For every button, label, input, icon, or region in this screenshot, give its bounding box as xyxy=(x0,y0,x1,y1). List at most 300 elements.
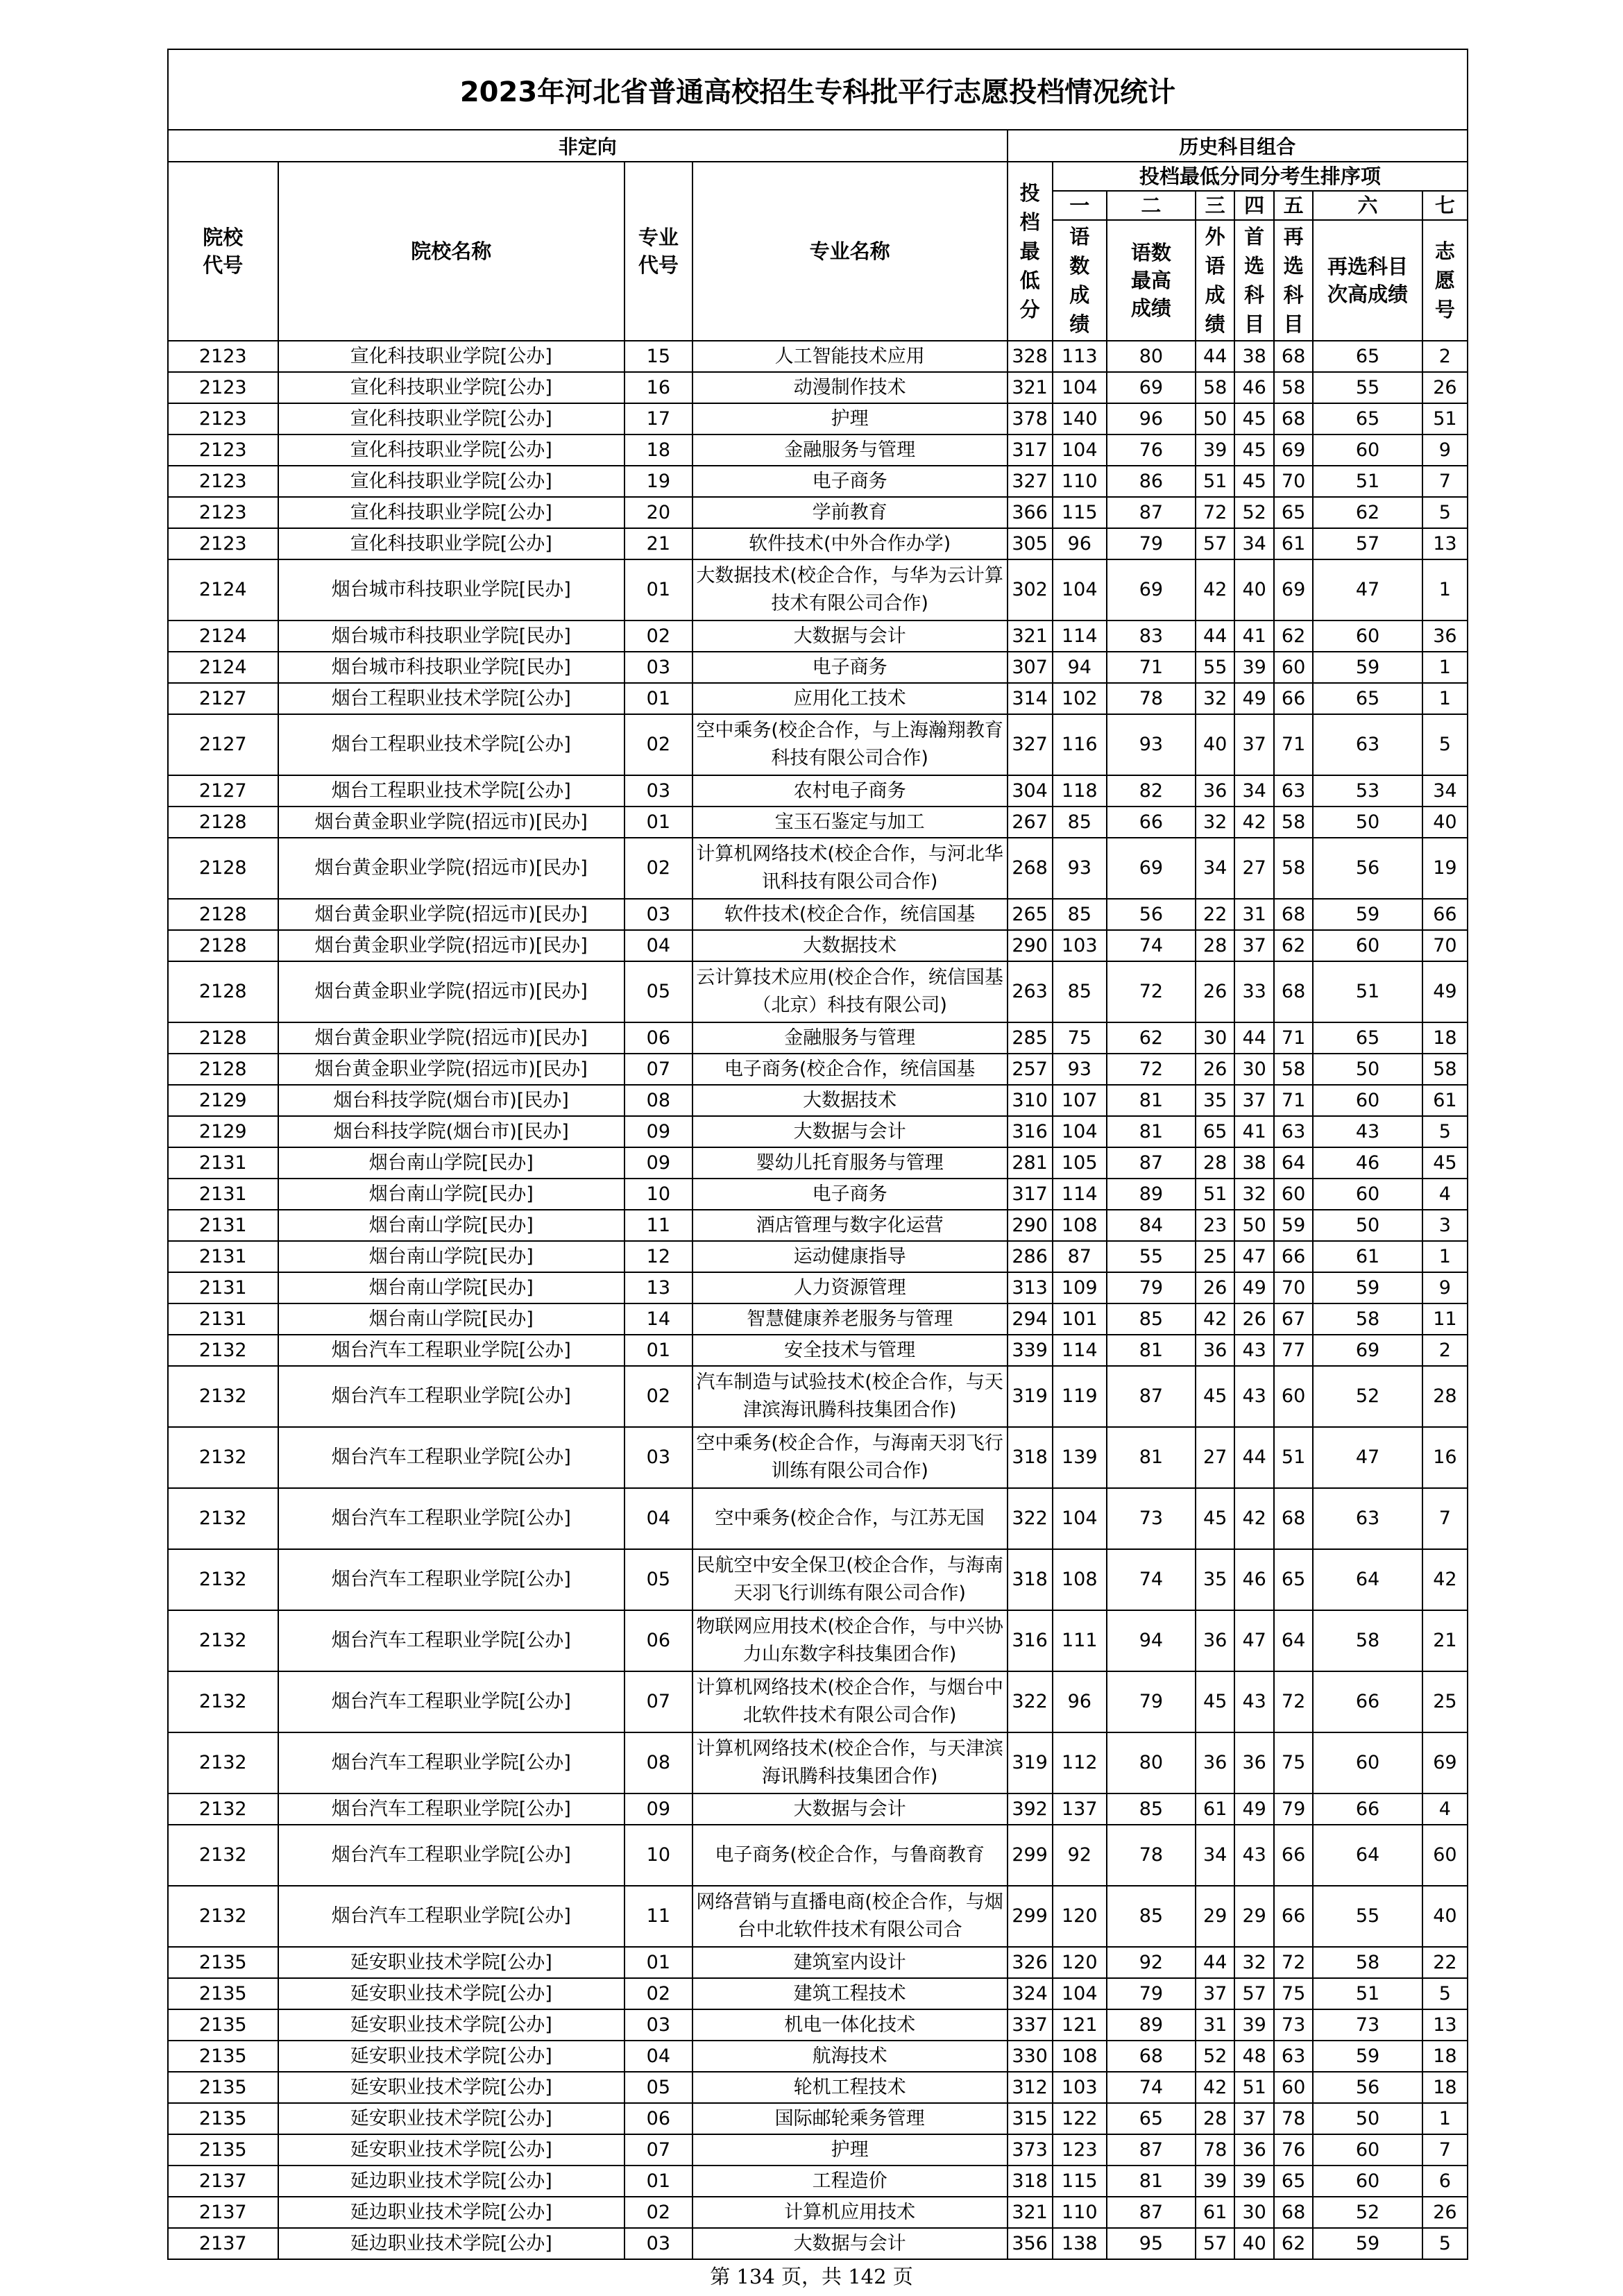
cell-score-yushu: 104 xyxy=(1053,1488,1107,1549)
cell-school-name: 宣化科技职业学院[公办] xyxy=(278,403,624,434)
cell-major-code: 09 xyxy=(624,1147,692,1179)
table-row xyxy=(168,1054,1468,1085)
group-non-directed: 非定向 xyxy=(168,130,1008,162)
cell-score-foreign: 36 xyxy=(1196,1732,1234,1793)
cell-min-score: 304 xyxy=(1008,775,1053,807)
cell-score-yushu-max: 78 xyxy=(1107,683,1196,714)
cell-score-second-subject: 63 xyxy=(1274,1116,1313,1147)
cell-score-yushu: 96 xyxy=(1053,528,1107,559)
cell-score-yushu: 122 xyxy=(1053,2103,1107,2134)
cell-school-name: 烟台黄金职业学院(招远市)[民办] xyxy=(278,961,624,1022)
cell-major-name: 酒店管理与数字化运营 xyxy=(692,1210,1008,1241)
table-body xyxy=(168,341,1468,2259)
cell-score-yushu-max: 96 xyxy=(1107,403,1196,434)
cell-school-code: 2132 xyxy=(168,1427,278,1488)
table-row xyxy=(168,2166,1468,2197)
cell-score-yushu: 75 xyxy=(1053,1022,1107,1054)
cell-score-second-subject: 58 xyxy=(1274,807,1313,838)
cell-score-yushu-max: 79 xyxy=(1107,528,1196,559)
cell-score-first-subject: 37 xyxy=(1234,930,1273,961)
cell-score-second-subject-2nd: 60 xyxy=(1313,434,1422,466)
cell-score-second-subject: 59 xyxy=(1274,1210,1313,1241)
cell-score-first-subject: 41 xyxy=(1234,621,1273,652)
cell-major-name: 大数据技术(校企合作，与华为云计算技术有限公司合作) xyxy=(692,559,1008,621)
cell-school-name: 烟台工程职业技术学院[公办] xyxy=(278,775,624,807)
cell-score-yushu: 110 xyxy=(1053,466,1107,497)
cell-preference-number: 7 xyxy=(1422,466,1468,497)
cell-score-yushu-max: 85 xyxy=(1107,1886,1196,1947)
cell-score-second-subject: 75 xyxy=(1274,1732,1313,1793)
cell-score-yushu-max: 69 xyxy=(1107,838,1196,899)
cell-score-first-subject: 43 xyxy=(1234,1671,1273,1732)
cell-score-second-subject-2nd: 69 xyxy=(1313,1335,1422,1366)
cell-school-code: 2132 xyxy=(168,1366,278,1427)
header-c5: 再选科目 xyxy=(1274,220,1313,341)
cell-score-yushu: 112 xyxy=(1053,1732,1107,1793)
cell-school-name: 延边职业技术学院[公办] xyxy=(278,2228,624,2259)
cell-score-second-subject-2nd: 50 xyxy=(1313,1054,1422,1085)
cell-score-second-subject-2nd: 59 xyxy=(1313,899,1422,930)
cell-school-name: 烟台南山学院[民办] xyxy=(278,1179,624,1210)
cell-score-second-subject-2nd: 52 xyxy=(1313,1366,1422,1427)
cell-score-first-subject: 37 xyxy=(1234,2103,1273,2134)
cell-score-second-subject-2nd: 47 xyxy=(1313,559,1422,621)
cell-score-second-subject: 68 xyxy=(1274,899,1313,930)
cell-major-name: 农村电子商务 xyxy=(692,775,1008,807)
cell-score-second-subject-2nd: 50 xyxy=(1313,807,1422,838)
cell-score-yushu-max: 95 xyxy=(1107,2228,1196,2259)
cell-school-name: 延边职业技术学院[公办] xyxy=(278,2197,624,2228)
header-school-name: 院校名称 xyxy=(278,162,624,341)
cell-score-second-subject: 66 xyxy=(1274,1241,1313,1272)
cell-min-score: 265 xyxy=(1008,899,1053,930)
cell-school-name: 宣化科技职业学院[公办] xyxy=(278,466,624,497)
cell-score-yushu-max: 69 xyxy=(1107,372,1196,403)
cell-min-score: 319 xyxy=(1008,1732,1053,1793)
cell-score-yushu: 138 xyxy=(1053,2228,1107,2259)
cell-major-name: 金融服务与管理 xyxy=(692,1022,1008,1054)
cell-score-yushu: 103 xyxy=(1053,930,1107,961)
header-c7: 志愿号 xyxy=(1422,220,1468,341)
cell-school-code: 2128 xyxy=(168,1022,278,1054)
cell-score-second-subject: 58 xyxy=(1274,1054,1313,1085)
table-row xyxy=(168,466,1468,497)
cell-score-second-subject-2nd: 59 xyxy=(1313,652,1422,683)
cell-min-score: 268 xyxy=(1008,838,1053,899)
cell-score-first-subject: 34 xyxy=(1234,775,1273,807)
cell-school-code: 2123 xyxy=(168,341,278,372)
cell-major-name: 护理 xyxy=(692,403,1008,434)
cell-preference-number: 34 xyxy=(1422,775,1468,807)
cell-major-code: 10 xyxy=(624,1825,692,1886)
cell-min-score: 305 xyxy=(1008,528,1053,559)
table-row xyxy=(168,1335,1468,1366)
table-row xyxy=(168,341,1468,372)
cell-score-first-subject: 37 xyxy=(1234,714,1273,775)
cell-major-name: 机电一体化技术 xyxy=(692,2009,1008,2041)
cell-score-yushu: 108 xyxy=(1053,1549,1107,1610)
cell-preference-number: 25 xyxy=(1422,1671,1468,1732)
table-row xyxy=(168,1886,1468,1947)
header-tiebreak-group: 投档最低分同分考生排序项 xyxy=(1053,162,1468,191)
cell-score-yushu-max: 87 xyxy=(1107,497,1196,528)
cell-score-first-subject: 42 xyxy=(1234,1488,1273,1549)
cell-score-yushu-max: 87 xyxy=(1107,2134,1196,2166)
cell-school-name: 宣化科技职业学院[公办] xyxy=(278,528,624,559)
cell-preference-number: 36 xyxy=(1422,621,1468,652)
cell-score-second-subject: 66 xyxy=(1274,683,1313,714)
cell-score-second-subject-2nd: 50 xyxy=(1313,1210,1422,1241)
cell-major-code: 09 xyxy=(624,1116,692,1147)
cell-score-first-subject: 38 xyxy=(1234,1147,1273,1179)
cell-score-foreign: 45 xyxy=(1196,1366,1234,1427)
cell-school-name: 烟台汽车工程职业学院[公办] xyxy=(278,1793,624,1825)
cell-school-name: 烟台汽车工程职业学院[公办] xyxy=(278,1488,624,1549)
cell-preference-number: 1 xyxy=(1422,2103,1468,2134)
cell-preference-number: 16 xyxy=(1422,1427,1468,1488)
cell-major-code: 19 xyxy=(624,466,692,497)
cell-preference-number: 49 xyxy=(1422,961,1468,1022)
cell-score-second-subject: 69 xyxy=(1274,434,1313,466)
cell-major-code: 05 xyxy=(624,961,692,1022)
cell-school-code: 2132 xyxy=(168,1671,278,1732)
cell-score-yushu: 102 xyxy=(1053,683,1107,714)
cell-major-name: 轮机工程技术 xyxy=(692,2072,1008,2103)
cell-min-score: 326 xyxy=(1008,1947,1053,1978)
cell-major-code: 01 xyxy=(624,1335,692,1366)
cell-score-second-subject: 78 xyxy=(1274,2103,1313,2134)
cell-school-code: 2131 xyxy=(168,1303,278,1335)
cell-min-score: 356 xyxy=(1008,2228,1053,2259)
cell-major-code: 03 xyxy=(624,899,692,930)
table-row xyxy=(168,1549,1468,1610)
table-row xyxy=(168,559,1468,621)
table-row xyxy=(168,1427,1468,1488)
cell-school-code: 2128 xyxy=(168,807,278,838)
cell-school-code: 2131 xyxy=(168,1272,278,1303)
cell-score-yushu-max: 74 xyxy=(1107,1549,1196,1610)
cell-preference-number: 13 xyxy=(1422,2009,1468,2041)
cell-score-yushu-max: 81 xyxy=(1107,1335,1196,1366)
cell-major-code: 02 xyxy=(624,838,692,899)
cell-score-yushu: 85 xyxy=(1053,807,1107,838)
cell-score-first-subject: 27 xyxy=(1234,838,1273,899)
cell-score-yushu-max: 79 xyxy=(1107,1978,1196,2009)
cell-score-foreign: 26 xyxy=(1196,961,1234,1022)
cell-school-code: 2123 xyxy=(168,497,278,528)
cell-preference-number: 26 xyxy=(1422,2197,1468,2228)
cell-major-name: 大数据与会计 xyxy=(692,1793,1008,1825)
cell-school-code: 2128 xyxy=(168,961,278,1022)
cell-score-foreign: 35 xyxy=(1196,1085,1234,1116)
cell-score-first-subject: 57 xyxy=(1234,1978,1273,2009)
cell-school-name: 烟台工程职业技术学院[公办] xyxy=(278,714,624,775)
cell-score-yushu: 120 xyxy=(1053,1947,1107,1978)
cell-school-code: 2124 xyxy=(168,559,278,621)
table-row xyxy=(168,1488,1468,1549)
cell-school-name: 烟台汽车工程职业学院[公办] xyxy=(278,1549,624,1610)
cell-score-second-subject-2nd: 63 xyxy=(1313,714,1422,775)
cell-school-name: 延安职业技术学院[公办] xyxy=(278,2041,624,2072)
cell-preference-number: 28 xyxy=(1422,1366,1468,1427)
cell-preference-number: 6 xyxy=(1422,2166,1468,2197)
cell-score-yushu: 104 xyxy=(1053,1116,1107,1147)
cell-score-first-subject: 39 xyxy=(1234,2009,1273,2041)
cell-major-name: 软件技术(中外合作办学) xyxy=(692,528,1008,559)
cell-school-name: 烟台汽车工程职业学院[公办] xyxy=(278,1427,624,1488)
header-n2: 二 xyxy=(1107,191,1196,220)
cell-score-yushu-max: 79 xyxy=(1107,1671,1196,1732)
cell-major-name: 电子商务 xyxy=(692,1179,1008,1210)
cell-score-second-subject-2nd: 65 xyxy=(1313,1022,1422,1054)
cell-major-name: 物联网应用技术(校企合作，与中兴协力山东数字科技集团合作) xyxy=(692,1610,1008,1671)
cell-school-name: 烟台汽车工程职业学院[公办] xyxy=(278,1825,624,1886)
cell-school-name: 烟台黄金职业学院(招远市)[民办] xyxy=(278,899,624,930)
cell-score-yushu-max: 85 xyxy=(1107,1793,1196,1825)
cell-major-name: 工程造价 xyxy=(692,2166,1008,2197)
cell-major-name: 空中乘务(校企合作，与江苏无国 xyxy=(692,1488,1008,1549)
cell-school-name: 延安职业技术学院[公办] xyxy=(278,2103,624,2134)
cell-score-first-subject: 34 xyxy=(1234,528,1273,559)
cell-score-second-subject-2nd: 63 xyxy=(1313,1488,1422,1549)
cell-score-first-subject: 49 xyxy=(1234,1793,1273,1825)
cell-major-code: 07 xyxy=(624,1671,692,1732)
cell-major-code: 06 xyxy=(624,1022,692,1054)
cell-school-name: 延安职业技术学院[公办] xyxy=(278,1978,624,2009)
cell-score-second-subject: 76 xyxy=(1274,2134,1313,2166)
cell-score-first-subject: 33 xyxy=(1234,961,1273,1022)
cell-major-code: 02 xyxy=(624,714,692,775)
cell-score-first-subject: 30 xyxy=(1234,1054,1273,1085)
cell-score-yushu: 113 xyxy=(1053,341,1107,372)
cell-score-first-subject: 38 xyxy=(1234,341,1273,372)
cell-score-foreign: 23 xyxy=(1196,1210,1234,1241)
cell-score-yushu: 103 xyxy=(1053,2072,1107,2103)
admission-statistics-sheet xyxy=(167,49,1468,2260)
cell-major-code: 06 xyxy=(624,1610,692,1671)
cell-score-second-subject-2nd: 60 xyxy=(1313,1179,1422,1210)
cell-major-name: 安全技术与管理 xyxy=(692,1335,1008,1366)
cell-score-yushu: 85 xyxy=(1053,899,1107,930)
cell-score-second-subject: 72 xyxy=(1274,1671,1313,1732)
cell-school-name: 宣化科技职业学院[公办] xyxy=(278,497,624,528)
cell-score-foreign: 22 xyxy=(1196,899,1234,930)
cell-min-score: 316 xyxy=(1008,1610,1053,1671)
cell-score-second-subject-2nd: 59 xyxy=(1313,2041,1422,2072)
cell-major-name: 建筑室内设计 xyxy=(692,1947,1008,1978)
cell-preference-number: 5 xyxy=(1422,497,1468,528)
cell-min-score: 392 xyxy=(1008,1793,1053,1825)
cell-school-name: 宣化科技职业学院[公办] xyxy=(278,372,624,403)
cell-preference-number: 19 xyxy=(1422,838,1468,899)
table-row xyxy=(168,2228,1468,2259)
cell-score-second-subject-2nd: 60 xyxy=(1313,2166,1422,2197)
cell-score-yushu: 101 xyxy=(1053,1303,1107,1335)
cell-score-yushu-max: 76 xyxy=(1107,434,1196,466)
cell-preference-number: 13 xyxy=(1422,528,1468,559)
table-row xyxy=(168,652,1468,683)
cell-major-code: 14 xyxy=(624,1303,692,1335)
cell-school-code: 2127 xyxy=(168,775,278,807)
cell-major-name: 婴幼儿托育服务与管理 xyxy=(692,1147,1008,1179)
cell-score-yushu: 114 xyxy=(1053,1179,1107,1210)
table-row xyxy=(168,434,1468,466)
cell-preference-number: 22 xyxy=(1422,1947,1468,1978)
cell-score-foreign: 61 xyxy=(1196,1793,1234,1825)
cell-major-name: 电子商务 xyxy=(692,652,1008,683)
cell-score-second-subject: 51 xyxy=(1274,1427,1313,1488)
table-row xyxy=(168,1022,1468,1054)
header-c3: 外语成绩 xyxy=(1196,220,1234,341)
table-row xyxy=(168,528,1468,559)
cell-score-second-subject: 68 xyxy=(1274,961,1313,1022)
cell-preference-number: 70 xyxy=(1422,930,1468,961)
cell-score-foreign: 51 xyxy=(1196,1179,1234,1210)
cell-min-score: 322 xyxy=(1008,1488,1053,1549)
cell-score-second-subject: 69 xyxy=(1274,559,1313,621)
cell-school-name: 烟台汽车工程职业学院[公办] xyxy=(278,1732,624,1793)
cell-score-yushu: 110 xyxy=(1053,2197,1107,2228)
cell-min-score: 378 xyxy=(1008,403,1053,434)
cell-score-second-subject-2nd: 47 xyxy=(1313,1427,1422,1488)
cell-major-name: 人工智能技术应用 xyxy=(692,341,1008,372)
cell-school-name: 烟台科技学院(烟台市)[民办] xyxy=(278,1116,624,1147)
cell-major-code: 05 xyxy=(624,1549,692,1610)
cell-school-name: 烟台城市科技职业学院[民办] xyxy=(278,621,624,652)
cell-school-code: 2132 xyxy=(168,1549,278,1610)
header-c2: 语数最高成绩 xyxy=(1107,220,1196,341)
cell-major-name: 大数据与会计 xyxy=(692,2228,1008,2259)
cell-score-first-subject: 46 xyxy=(1234,372,1273,403)
cell-score-second-subject-2nd: 55 xyxy=(1313,1886,1422,1947)
cell-school-name: 烟台黄金职业学院(招远市)[民办] xyxy=(278,807,624,838)
cell-score-foreign: 29 xyxy=(1196,1886,1234,1947)
cell-school-code: 2123 xyxy=(168,528,278,559)
cell-score-yushu-max: 89 xyxy=(1107,1179,1196,1210)
cell-score-yushu-max: 74 xyxy=(1107,2072,1196,2103)
cell-score-foreign: 42 xyxy=(1196,2072,1234,2103)
cell-school-code: 2127 xyxy=(168,714,278,775)
cell-score-first-subject: 51 xyxy=(1234,2072,1273,2103)
cell-school-name: 烟台南山学院[民办] xyxy=(278,1241,624,1272)
cell-score-yushu: 123 xyxy=(1053,2134,1107,2166)
cell-score-first-subject: 40 xyxy=(1234,2228,1273,2259)
cell-school-code: 2129 xyxy=(168,1085,278,1116)
cell-preference-number: 7 xyxy=(1422,2134,1468,2166)
cell-preference-number: 42 xyxy=(1422,1549,1468,1610)
cell-score-yushu-max: 71 xyxy=(1107,652,1196,683)
cell-score-second-subject: 68 xyxy=(1274,341,1313,372)
cell-score-foreign: 35 xyxy=(1196,1549,1234,1610)
cell-preference-number: 61 xyxy=(1422,1085,1468,1116)
cell-score-yushu: 137 xyxy=(1053,1793,1107,1825)
cell-score-second-subject-2nd: 60 xyxy=(1313,1085,1422,1116)
cell-score-yushu: 93 xyxy=(1053,838,1107,899)
cell-school-code: 2128 xyxy=(168,838,278,899)
cell-major-name: 大数据与会计 xyxy=(692,621,1008,652)
cell-school-name: 延安职业技术学院[公办] xyxy=(278,2009,624,2041)
cell-score-second-subject-2nd: 56 xyxy=(1313,838,1422,899)
cell-score-foreign: 45 xyxy=(1196,1488,1234,1549)
cell-score-second-subject: 68 xyxy=(1274,2197,1313,2228)
cell-school-code: 2128 xyxy=(168,899,278,930)
cell-score-second-subject-2nd: 59 xyxy=(1313,2228,1422,2259)
cell-major-name: 软件技术(校企合作，统信国基 xyxy=(692,899,1008,930)
table-row xyxy=(168,1272,1468,1303)
cell-school-code: 2129 xyxy=(168,1116,278,1147)
cell-min-score: 316 xyxy=(1008,1116,1053,1147)
cell-score-first-subject: 36 xyxy=(1234,1732,1273,1793)
cell-min-score: 328 xyxy=(1008,341,1053,372)
cell-score-yushu-max: 68 xyxy=(1107,2041,1196,2072)
page-footer: 第 134 页，共 142 页 xyxy=(710,2265,913,2288)
cell-score-yushu: 109 xyxy=(1053,1272,1107,1303)
cell-school-code: 2132 xyxy=(168,1793,278,1825)
cell-major-name: 计算机网络技术(校企合作，与天津滨海讯腾科技集团合作) xyxy=(692,1732,1008,1793)
cell-score-yushu-max: 80 xyxy=(1107,1732,1196,1793)
cell-score-first-subject: 45 xyxy=(1234,466,1273,497)
cell-school-code: 2123 xyxy=(168,403,278,434)
cell-school-code: 2132 xyxy=(168,1732,278,1793)
cell-school-name: 延安职业技术学院[公办] xyxy=(278,2072,624,2103)
header-c4: 首选科目 xyxy=(1234,220,1273,341)
cell-score-foreign: 34 xyxy=(1196,1825,1234,1886)
cell-score-foreign: 44 xyxy=(1196,341,1234,372)
table-row xyxy=(168,1793,1468,1825)
cell-major-name: 空中乘务(校企合作，与海南天羽飞行训练有限公司合作) xyxy=(692,1427,1008,1488)
cell-major-name: 电子商务(校企合作，统信国基 xyxy=(692,1054,1008,1085)
cell-score-first-subject: 47 xyxy=(1234,1241,1273,1272)
cell-major-code: 03 xyxy=(624,2009,692,2041)
cell-score-foreign: 36 xyxy=(1196,1335,1234,1366)
table-row xyxy=(168,1241,1468,1272)
cell-min-score: 314 xyxy=(1008,683,1053,714)
cell-score-yushu-max: 92 xyxy=(1107,1947,1196,1978)
cell-major-code: 05 xyxy=(624,2072,692,2103)
cell-min-score: 286 xyxy=(1008,1241,1053,1272)
cell-school-code: 2135 xyxy=(168,2009,278,2041)
cell-score-second-subject: 66 xyxy=(1274,1825,1313,1886)
cell-score-yushu: 121 xyxy=(1053,2009,1107,2041)
cell-score-foreign: 34 xyxy=(1196,838,1234,899)
cell-major-name: 人力资源管理 xyxy=(692,1272,1008,1303)
cell-score-foreign: 39 xyxy=(1196,434,1234,466)
cell-min-score: 318 xyxy=(1008,1549,1053,1610)
table-row xyxy=(168,2041,1468,2072)
cell-score-second-subject-2nd: 66 xyxy=(1313,1793,1422,1825)
cell-score-second-subject: 66 xyxy=(1274,1886,1313,1947)
cell-school-name: 烟台南山学院[民办] xyxy=(278,1303,624,1335)
table-row xyxy=(168,807,1468,838)
cell-major-name: 云计算技术应用(校企合作，统信国基（北京）科技有限公司) xyxy=(692,961,1008,1022)
cell-score-first-subject: 49 xyxy=(1234,1272,1273,1303)
cell-score-yushu-max: 82 xyxy=(1107,775,1196,807)
cell-score-foreign: 26 xyxy=(1196,1054,1234,1085)
cell-score-yushu: 107 xyxy=(1053,1085,1107,1116)
cell-score-yushu: 116 xyxy=(1053,714,1107,775)
cell-preference-number: 21 xyxy=(1422,1610,1468,1671)
cell-score-first-subject: 46 xyxy=(1234,1549,1273,1610)
cell-score-second-subject-2nd: 50 xyxy=(1313,2103,1422,2134)
cell-major-code: 01 xyxy=(624,2166,692,2197)
cell-major-name: 应用化工技术 xyxy=(692,683,1008,714)
cell-score-foreign: 28 xyxy=(1196,2103,1234,2134)
cell-score-yushu-max: 87 xyxy=(1107,1366,1196,1427)
cell-major-name: 大数据与会计 xyxy=(692,1116,1008,1147)
cell-min-score: 319 xyxy=(1008,1366,1053,1427)
cell-score-yushu-max: 69 xyxy=(1107,559,1196,621)
cell-school-name: 烟台汽车工程职业学院[公办] xyxy=(278,1610,624,1671)
